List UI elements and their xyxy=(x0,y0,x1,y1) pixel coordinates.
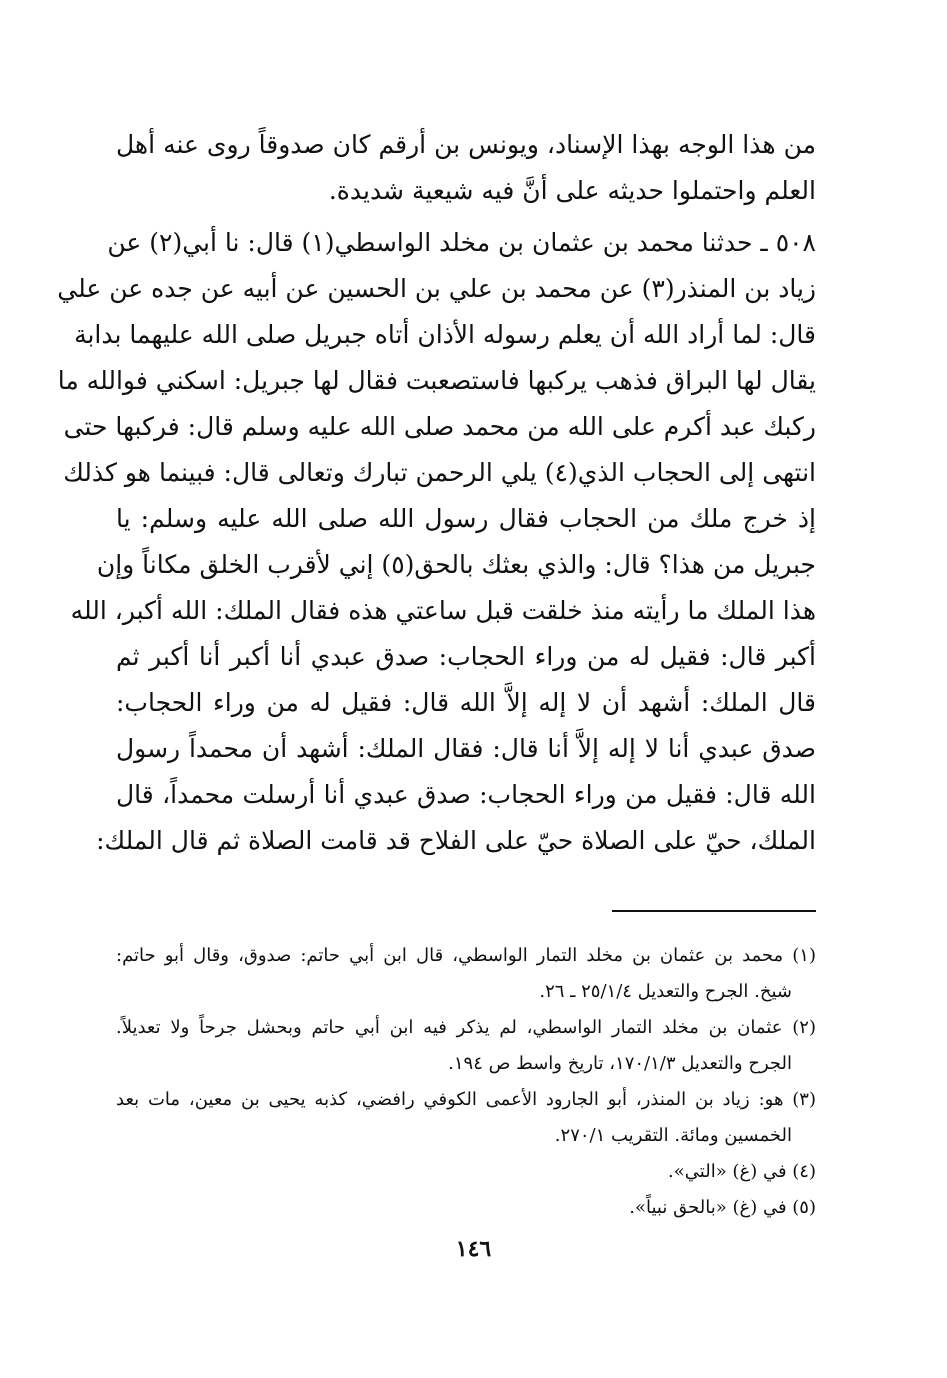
main-text xyxy=(57,122,816,864)
footnote-5: (٥) في (غ) «بالحق نبياً». xyxy=(629,1197,816,1218)
body-line: انتهى إلى الحجاب الذي(٤) يلي الرحمن تبارك وتعالى قال: فبينما هو كذلك xyxy=(63,458,816,487)
footnote-2: (٢) عثمان بن مخلد التمار الواسطي، لم يذكر فيه ابن أبي حاتم وبحشل جرحاً ولا تعديلاً. xyxy=(116,1017,816,1038)
hadith-number-line: ٥٠٨ ـ حدثنا محمد بن عثمان بن مخلد الواسطي(١) قال: نا أبي(٢) عن xyxy=(107,228,816,257)
body-line: هذا الملك ما رأيته منذ خلقت قبل ساعتي هذه فقال الملك: الله أكبر، الله xyxy=(70,596,816,625)
body-line: زياد بن المنذر(٣) عن محمد بن علي بن الحسين عن أبيه عن جده عن علي xyxy=(57,274,816,303)
body-line: الله قال: فقيل من وراء الحجاب: صدق عبدي أنا أرسلت محمداً، قال xyxy=(116,780,816,809)
footnote-3: (٣) هو: زياد بن المنذر، أبو الجارود الأعمى الكوفي رافضي، كذبه يحيى بن معين، مات بعد xyxy=(116,1089,816,1110)
body-line: ركبك عبد أكرم على الله من محمد صلى الله عليه وسلم قال: فركبها حتى xyxy=(63,412,816,441)
footnotes xyxy=(116,938,816,1226)
footnote-1: (١) محمد بن عثمان بن مخلد التمار الواسطي، قال ابن أبي حاتم: صدوق، وقال أبو حاتم: xyxy=(116,945,816,966)
body-line: صدق عبدي أنا لا إله إلاَّ أنا قال: فقال الملك: أشهد أن محمداً رسول xyxy=(116,734,816,763)
body-line: إذ خرج ملك من الحجاب فقال رسول الله صلى الله عليه وسلم: يا xyxy=(116,504,816,533)
footnote-1-continuation: شيخ. الجرح والتعديل ٢٥/١/٤ ـ ٢٦. xyxy=(539,981,792,1002)
footnote-separator xyxy=(612,910,816,912)
body-line: من هذا الوجه بهذا الإسناد، ويونس بن أرقم كان صدوقاً روى عنه أهل xyxy=(116,130,816,159)
body-line: أكبر قال: فقيل له من وراء الحجاب: صدق عبدي أنا أكبر أنا أكبر ثم xyxy=(116,642,816,671)
body-line: العلم واحتملوا حديثه على أنَّ فيه شيعية شديدة. xyxy=(328,176,816,205)
body-line: جبريل من هذا؟ قال: والذي بعثك بالحق(٥) إني لأقرب الخلق مكاناً وإن xyxy=(96,550,816,579)
body-line: يقال لها البراق فذهب يركبها فاستصعبت فقال لها جبريل: اسكني فوالله ما xyxy=(57,366,816,395)
footnote-2-continuation: الجرح والتعديل ١٧٠/١/٣، تاريخ واسط ص ١٩٤. xyxy=(448,1053,792,1074)
footnote-4: (٤) في (غ) «التي». xyxy=(668,1161,816,1182)
body-line: الملك، حيّ على الصلاة حيّ على الفلاح قد قامت الصلاة ثم قال الملك: xyxy=(96,826,816,855)
page-number: ١٤٦ xyxy=(455,1236,492,1262)
footnote-3-continuation: الخمسين ومائة. التقريب ٢٧٠/١. xyxy=(554,1125,792,1146)
body-line: قال الملك: أشهد أن لا إله إلاَّ الله قال: فقيل له من وراء الحجاب: xyxy=(116,688,816,717)
body-line: قال: لما أراد الله أن يعلم رسوله الأذان أتاه جبريل صلى الله عليهما بدابة xyxy=(74,320,816,349)
